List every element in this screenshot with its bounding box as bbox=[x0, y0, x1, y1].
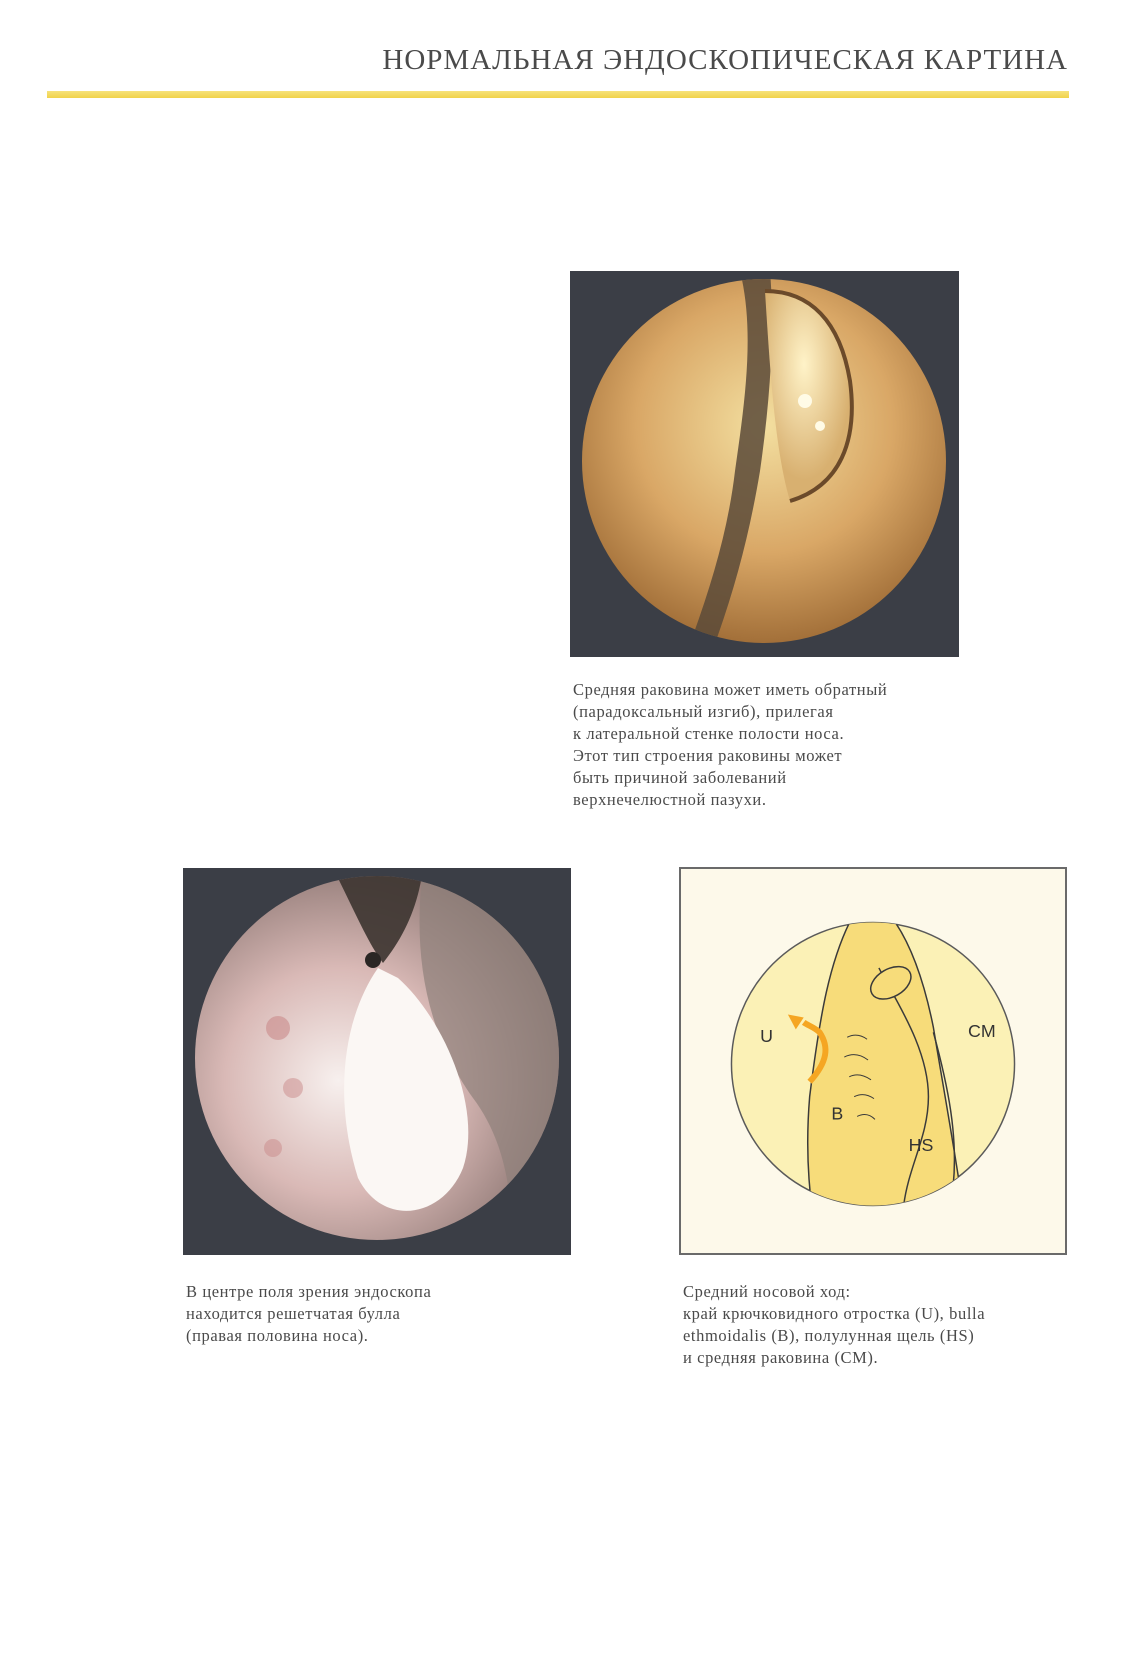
label-cm: CM bbox=[968, 1021, 996, 1042]
header-rule bbox=[47, 91, 1069, 98]
caption-line: (правая половина носа). bbox=[186, 1326, 369, 1345]
label-b: B bbox=[831, 1103, 844, 1124]
caption-line: и средняя раковина (CM). bbox=[683, 1348, 879, 1367]
caption-line: Этот тип строения раковины может bbox=[573, 746, 843, 765]
caption-line: быть причиной заболеваний bbox=[573, 768, 787, 787]
endoscopic-photo-1 bbox=[570, 271, 959, 657]
caption-line: верхнечелюстной пазухи. bbox=[573, 790, 767, 809]
caption-line: край крючковидного отростка (U), bulla bbox=[683, 1304, 986, 1323]
caption-line: к латеральной стенке полости носа. bbox=[573, 724, 845, 743]
schematic-diagram bbox=[679, 867, 1067, 1255]
caption-figure-2 bbox=[186, 1281, 431, 1347]
caption-figure-1 bbox=[573, 679, 887, 811]
caption-line: (парадоксальный изгиб), прилегая bbox=[573, 702, 834, 721]
caption-line: Средняя раковина может иметь обратный bbox=[573, 680, 888, 699]
endoscopic-photo-2 bbox=[183, 868, 571, 1255]
page-title: НОРМАЛЬНАЯ ЭНДОСКОПИЧЕСКАЯ КАРТИНА bbox=[382, 44, 1068, 76]
caption-line: В центре поля зрения эндоскопа bbox=[186, 1282, 432, 1301]
caption-line: ethmoidalis (B), полулунная щель (HS) bbox=[683, 1326, 975, 1345]
caption-figure-3 bbox=[683, 1281, 985, 1369]
label-hs: HS bbox=[908, 1135, 934, 1156]
caption-line: Средний носовой ход: bbox=[683, 1282, 851, 1301]
caption-line: находится решетчатая булла bbox=[186, 1304, 401, 1323]
label-u: U bbox=[760, 1026, 774, 1047]
